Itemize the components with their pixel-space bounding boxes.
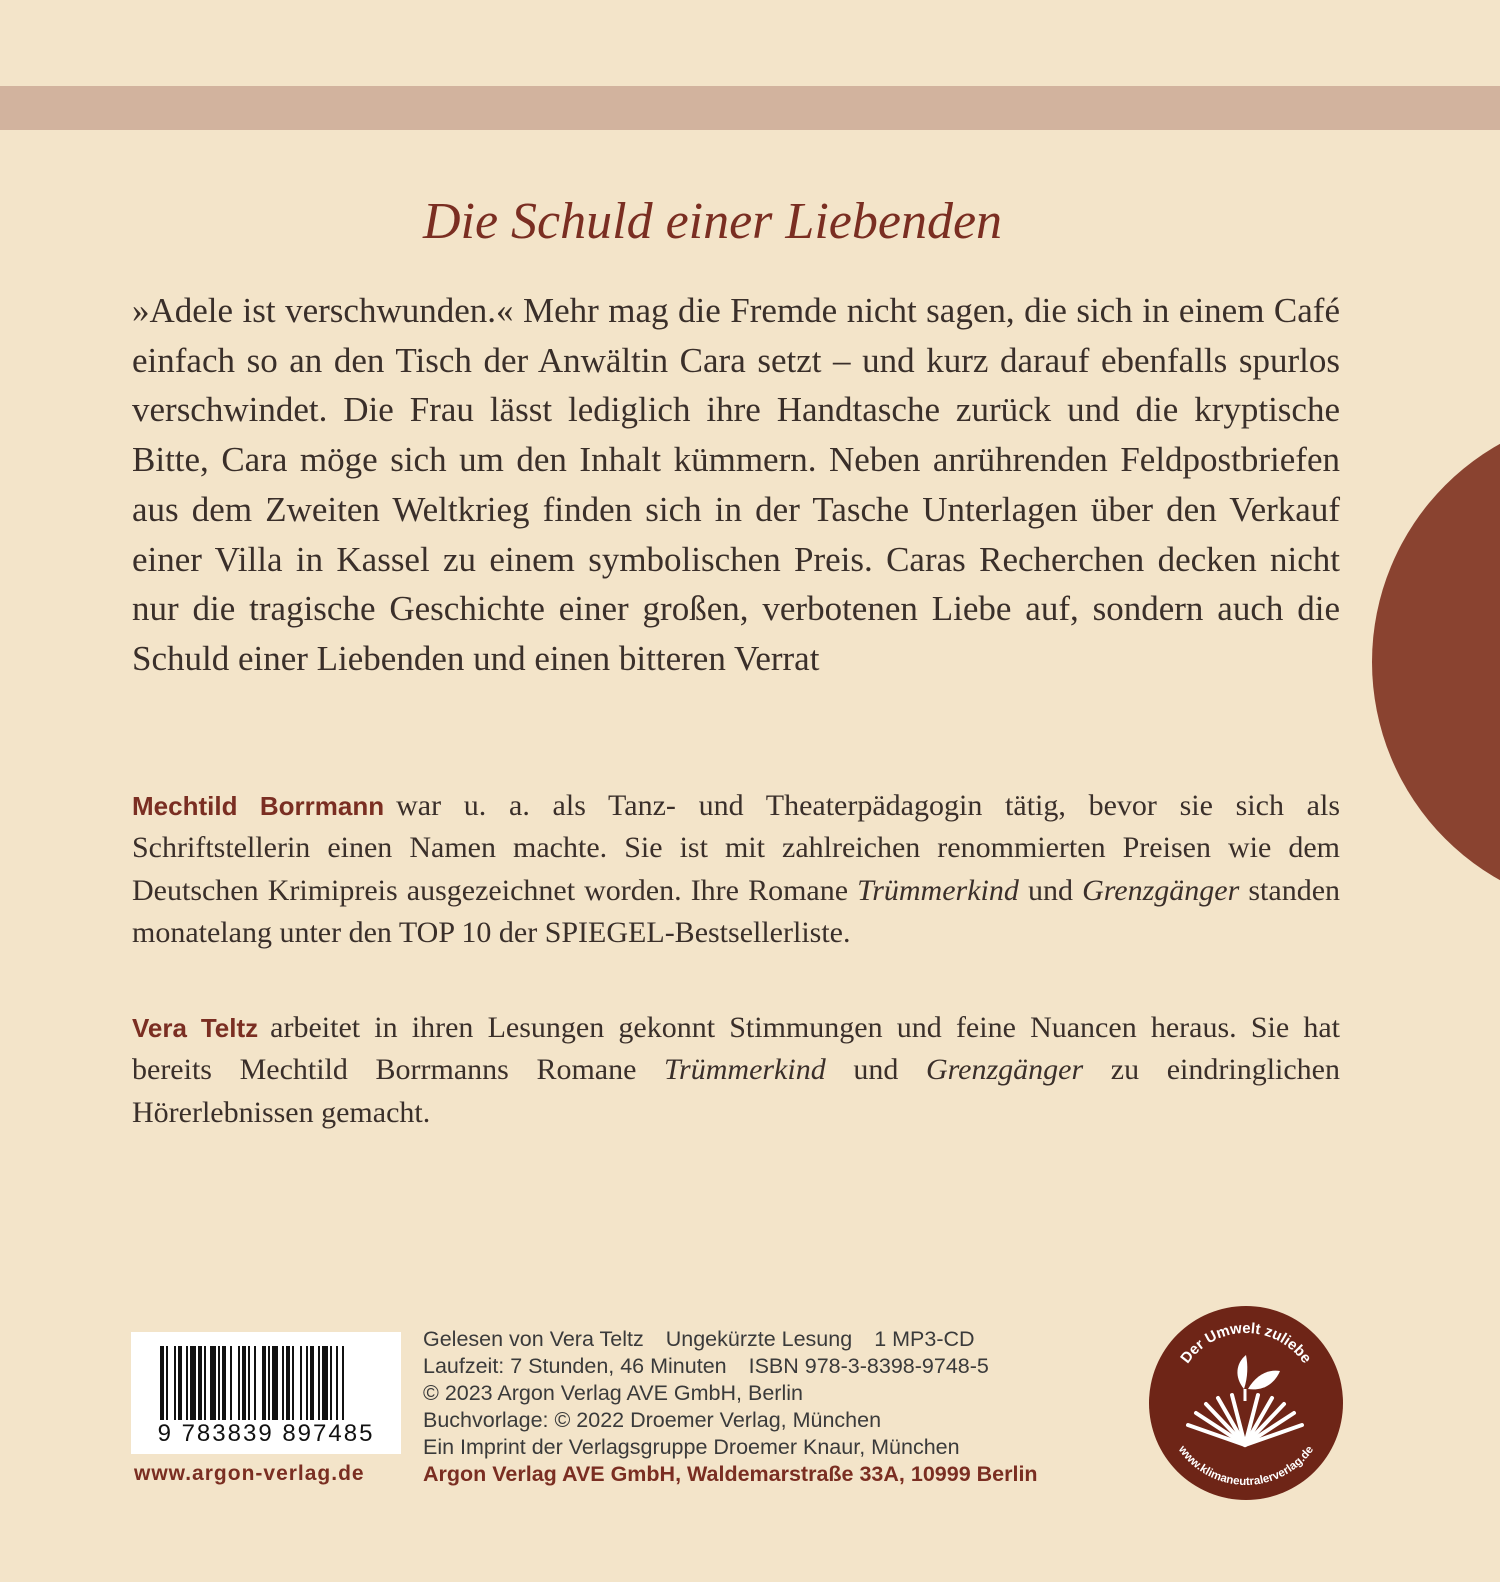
barcode-bar bbox=[160, 1346, 164, 1420]
book-title: Die Schuld einer Liebenden bbox=[422, 193, 1003, 250]
barcode-bar bbox=[282, 1346, 284, 1420]
credit-copyright: © 2023 Argon Verlag AVE GmbH, Berlin bbox=[423, 1381, 803, 1405]
narrator-bio-connector: und bbox=[825, 1053, 926, 1087]
barcode-bar bbox=[222, 1346, 226, 1420]
book-title-truemmerkind: Trümmerkind bbox=[857, 873, 1019, 907]
barcode-bar bbox=[306, 1346, 308, 1420]
credit-isbn: ISBN 978-3-8398-9748-5 bbox=[748, 1354, 989, 1378]
narrator-bio bbox=[132, 1007, 1340, 1134]
narrator-bio-text: arbeitet in ihren Lesungen gekonnt Stimmungen und feine Nuancen heraus. Sie hat bereits Mechtild Borrmanns Romane bbox=[132, 1011, 1341, 1087]
barcode-bar bbox=[272, 1346, 278, 1420]
barcode-bar bbox=[218, 1346, 220, 1420]
barcode-bar bbox=[318, 1346, 320, 1420]
narrator-name: Vera Teltz bbox=[132, 1013, 259, 1043]
credit-imprint: Ein Imprint der Verlagsgruppe Droemer Knaur, München bbox=[423, 1435, 960, 1459]
barcode-bar bbox=[336, 1346, 338, 1420]
barcode-bar bbox=[198, 1346, 202, 1420]
author-name: Mechtild Borrmann bbox=[132, 791, 385, 821]
barcode-bar bbox=[310, 1346, 314, 1420]
author-bio-ending: standen monatelang unter den TOP 10 der SPIEGEL-Bestsellerliste. bbox=[132, 873, 1341, 949]
publisher-website-link[interactable]: www.argon-verlag.de bbox=[134, 1462, 365, 1485]
barcode-bar bbox=[300, 1346, 302, 1420]
book-title-grenzgaenger: Grenzgänger bbox=[1082, 873, 1240, 907]
barcode-bar bbox=[186, 1346, 188, 1420]
barcode-bar bbox=[190, 1346, 196, 1420]
barcode-bars bbox=[160, 1346, 372, 1420]
book-blurb: »Adele ist verschwunden.« Mehr mag die Fremde nicht sagen, die sich in einem Café einfach so an den Tisch der Anwältin Cara setzt – und kurz darauf ebenfalls spurlos verschwindet. Die Frau lässt lediglich ihre Handtasche zurück und die kryptische Bitte, Cara möge sich um den Inhalt kümmern. Neben anrührenden Feldpostbriefen aus dem Zweiten Weltkrieg finden sich in der Tasche Unterlagen über den Verkauf einer Villa in Kassel zu einem symbolischen Preis. Caras Recherchen decken nicht nur die tragische Geschichte einer großen, verbotenen Liebe auf, sondern auch die Schuld einer Liebenden und einen bitteren Verrat bbox=[132, 291, 1340, 678]
credit-format: 1 MP3-CD bbox=[874, 1327, 975, 1351]
barcode-bar bbox=[286, 1346, 290, 1420]
book-title-truemmerkind: Trümmerkind bbox=[664, 1053, 826, 1087]
credit-runtime: Laufzeit: 7 Stunden, 46 Minuten bbox=[423, 1354, 727, 1378]
author-bio bbox=[132, 785, 1340, 954]
barcode-bar bbox=[210, 1346, 216, 1420]
author-bio-text: war u. a. als Tanz- und Theaterpädagogin tätig, bevor sie sich als Schriftstellerin einen Namen machte. Sie ist mit zahlreichen renommierten Preisen wie dem Deutschen Krimipreis ausgezeichnet worden. Ihre Romane bbox=[132, 789, 1340, 907]
barcode-bar bbox=[342, 1346, 344, 1420]
author-bio-connector: und bbox=[1018, 873, 1083, 907]
credit-edition: Ungekürzte Lesung bbox=[665, 1327, 853, 1351]
barcode-bar bbox=[262, 1346, 266, 1420]
credit-reader: Gelesen von Vera Teltz bbox=[423, 1327, 644, 1351]
seal-top-text: Der Umwelt zuliebe bbox=[1177, 1319, 1315, 1367]
credits-line-2 bbox=[423, 1353, 1123, 1380]
barcode-bar bbox=[204, 1346, 206, 1420]
barcode-bar bbox=[174, 1346, 176, 1420]
barcode-bar bbox=[166, 1346, 168, 1420]
seal-bottom-text: www.klimaneutralerverlag.de bbox=[1175, 1443, 1317, 1489]
barcode-digits: 9 783839 897485 bbox=[157, 1420, 375, 1447]
credit-publisher-address: Argon Verlag AVE GmbH, Waldemarstraße 33A, 10999 Berlin bbox=[423, 1462, 1038, 1486]
barcode-bar bbox=[230, 1346, 232, 1420]
credits-line-1 bbox=[423, 1326, 1123, 1353]
barcode-bar bbox=[268, 1346, 270, 1420]
production-credits bbox=[423, 1326, 1123, 1488]
barcode-bar bbox=[322, 1346, 328, 1420]
barcode-bar bbox=[178, 1346, 182, 1420]
narrator-bio-ending: zu eindringlichen Hörerlebnissen gemacht. bbox=[132, 1053, 1340, 1129]
side-decorative-disc bbox=[1372, 412, 1500, 912]
book-title-grenzgaenger: Grenzgänger bbox=[925, 1053, 1084, 1087]
barcode bbox=[131, 1332, 401, 1454]
climate-neutral-seal bbox=[1148, 1305, 1344, 1501]
barcode-bar bbox=[248, 1346, 250, 1420]
top-decorative-band bbox=[0, 86, 1500, 130]
barcode-bar bbox=[254, 1346, 256, 1420]
barcode-bar bbox=[292, 1346, 294, 1420]
barcode-bar bbox=[238, 1346, 240, 1420]
barcode-bar bbox=[242, 1346, 246, 1420]
barcode-bar bbox=[330, 1346, 332, 1420]
credit-source: Buchvorlage: © 2022 Droemer Verlag, München bbox=[423, 1408, 882, 1432]
